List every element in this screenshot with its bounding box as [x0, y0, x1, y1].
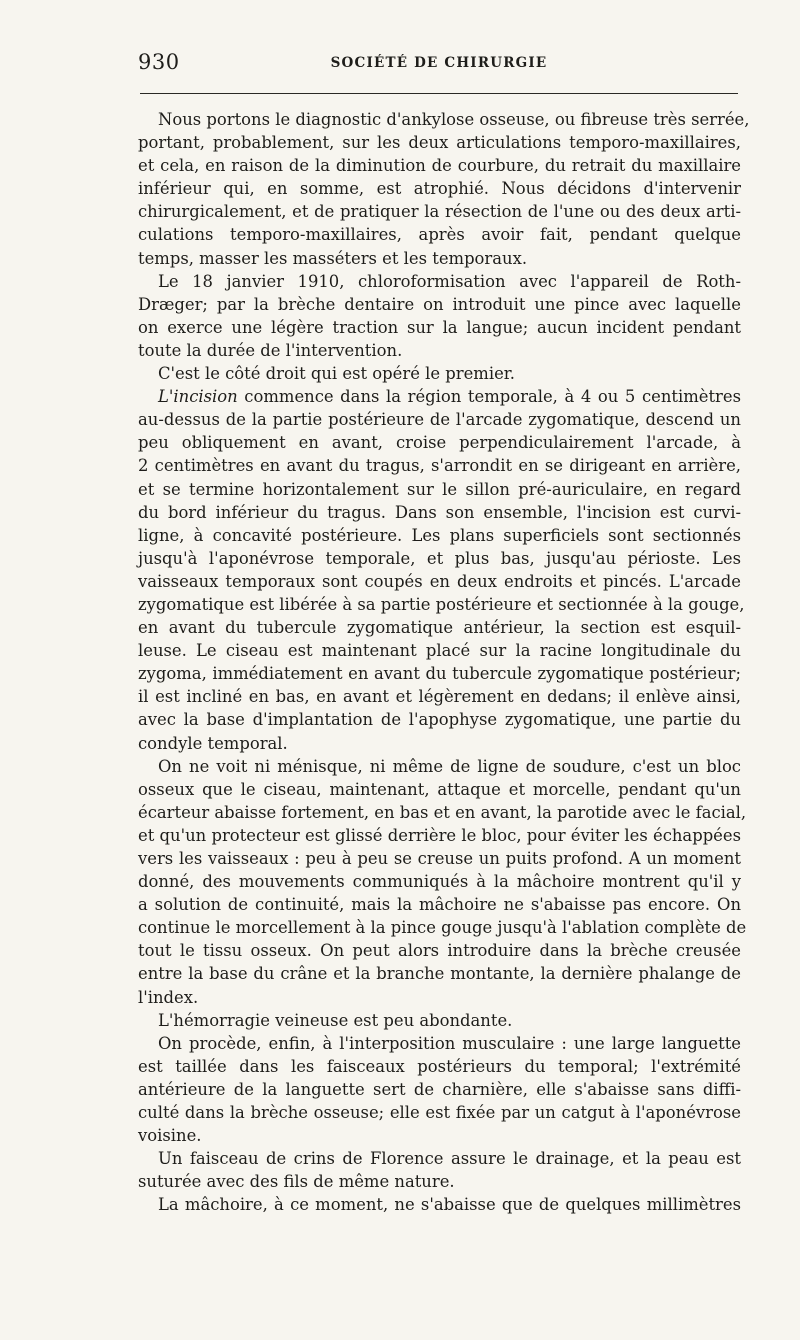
text-line: et cela, en raison de la diminution de courbure, du retrait du maxillaire: [138, 156, 741, 176]
header-rule: [140, 93, 738, 94]
body-text: [138, 108, 750, 1217]
text-line: on exerce une légère traction sur la langue; aucun incident pendant: [138, 317, 741, 337]
text-line: toute la durée de l'intervention.: [138, 340, 403, 360]
text-line: vaisseaux temporaux sont coupés en deux endroits et pincés. L'arcade: [138, 571, 741, 591]
page-number: 930: [138, 50, 180, 74]
text-line: et se termine horizontalement sur le sillon pré-auriculaire, en regard: [138, 479, 741, 499]
text-line: culté dans la brèche osseuse; elle est fixée par un catgut à l'aponévrose: [138, 1103, 741, 1123]
text-line: du bord inférieur du tragus. Dans son ensemble, l'incision est curvi-: [138, 502, 741, 522]
text-line: a solution de continuité, mais la mâchoire ne s'abaisse pas encore. On: [138, 895, 741, 915]
text-line: il est incliné en bas, en avant et légèrement en dedans; il enlève ainsi,: [138, 687, 741, 707]
text-line: au-dessus de la partie postérieure de l'arcade zygomatique, descend un: [138, 410, 741, 430]
text-line: donné, des mouvements communiqués à la mâchoire montrent qu'il y: [138, 872, 741, 892]
text-line: Un faisceau de crins de Florence assure le drainage, et la peau est: [158, 1149, 741, 1169]
text-line: osseux que le ciseau, maintenant, attaque et morcelle, pendant qu'un: [138, 779, 741, 799]
text-line: condyle temporal.: [138, 733, 288, 753]
text-line: On ne voit ni ménisque, ni même de ligne de soudure, c'est un bloc: [158, 756, 741, 776]
text-line: inférieur qui, en somme, est atrophié. Nous décidons d'intervenir: [138, 179, 741, 199]
text-line: en avant du tubercule zygomatique antérieur, la section est esquil-: [138, 618, 741, 638]
text-line: [138, 385, 741, 408]
text-line: et qu'un protecteur est glissé derrière le bloc, pour éviter les échappées: [138, 825, 741, 845]
text-line: C'est le côté droit qui est opéré le premier.: [158, 364, 516, 384]
page-header: [138, 50, 740, 76]
text-line: jusqu'à l'aponévrose temporale, et plus bas, jusqu'au périoste. Les: [138, 548, 741, 568]
text-line: zygoma, immédiatement en avant du tubercule zygomatique postérieur;: [138, 664, 741, 684]
text-line: tout le tissu osseux. On peut alors introduire dans la brèche creusée: [138, 941, 741, 961]
text-line: Nous portons le diagnostic d'ankylose osseuse, ou fibreuse très serrée,: [158, 110, 750, 129]
text-line: entre la base du crâne et la branche montante, la dernière phalange de: [138, 964, 741, 984]
text-line: continue le morcellement à la pince gouge jusqu'à l'ablation complète de: [138, 918, 747, 938]
text-line: Le 18 janvier 1910, chloroformisation avec l'appareil de Roth-: [158, 271, 741, 291]
text-line: ligne, à concavité postérieure. Les plans superficiels sont sectionnés: [138, 525, 741, 545]
text-line: peu obliquement en avant, croise perpendiculairement l'arcade, à: [138, 433, 741, 453]
line-text: commence dans la région temporale, à 4 ou 5 centimètres: [237, 387, 741, 407]
text-line: est taillée dans les faisceaux postérieurs du temporal; l'extrémité: [138, 1056, 741, 1076]
italic-term: L'incision: [158, 387, 238, 407]
text-line: écarteur abaisse fortement, en bas et en avant, la parotide avec le facial,: [138, 802, 747, 822]
text-line: zygomatique est libérée à sa partie postérieure et sectionnée à la gouge,: [138, 594, 745, 614]
text-line: avec la base d'implantation de l'apophyse zygomatique, une partie du: [138, 710, 741, 730]
text-line: vers les vaisseaux : peu à peu se creuse un puits profond. A un moment: [138, 849, 741, 868]
text-line: chirurgicalement, et de pratiquer la résection de l'une ou des deux arti-: [138, 202, 741, 222]
text-line: 2 centimètres en avant du tragus, s'arrondit en se dirigeant en arrière,: [138, 456, 741, 476]
text-line: On procède, enfin, à l'interposition musculaire : une large languette: [158, 1033, 741, 1053]
text-line: l'index.: [138, 987, 199, 1007]
text-line: leuse. Le ciseau est maintenant placé sur la racine longitudinale du: [138, 641, 741, 661]
text-line: voisine.: [138, 1126, 202, 1146]
text-line: L'hémorragie veineuse est peu abondante.: [158, 1010, 513, 1030]
text-line: La mâchoire, à ce moment, ne s'abaisse que de quelques millimètres: [158, 1195, 741, 1215]
text-line: temps, masser les masséters et les temporaux.: [138, 248, 528, 268]
running-title: SOCIÉTÉ DE CHIRURGIE: [330, 55, 548, 71]
text-line: antérieure de la languette sert de charnière, elle s'abaisse sans diffi-: [138, 1079, 741, 1099]
text-line: suturée avec des fils de même nature.: [138, 1172, 455, 1192]
text-line: Dræger; par la brèche dentaire on introduit une pince avec laquelle: [138, 294, 741, 314]
text-line: portant, probablement, sur les deux articulations temporo-maxillaires,: [138, 133, 741, 153]
text-line: culations temporo-maxillaires, après avoir fait, pendant quelque: [138, 225, 741, 245]
